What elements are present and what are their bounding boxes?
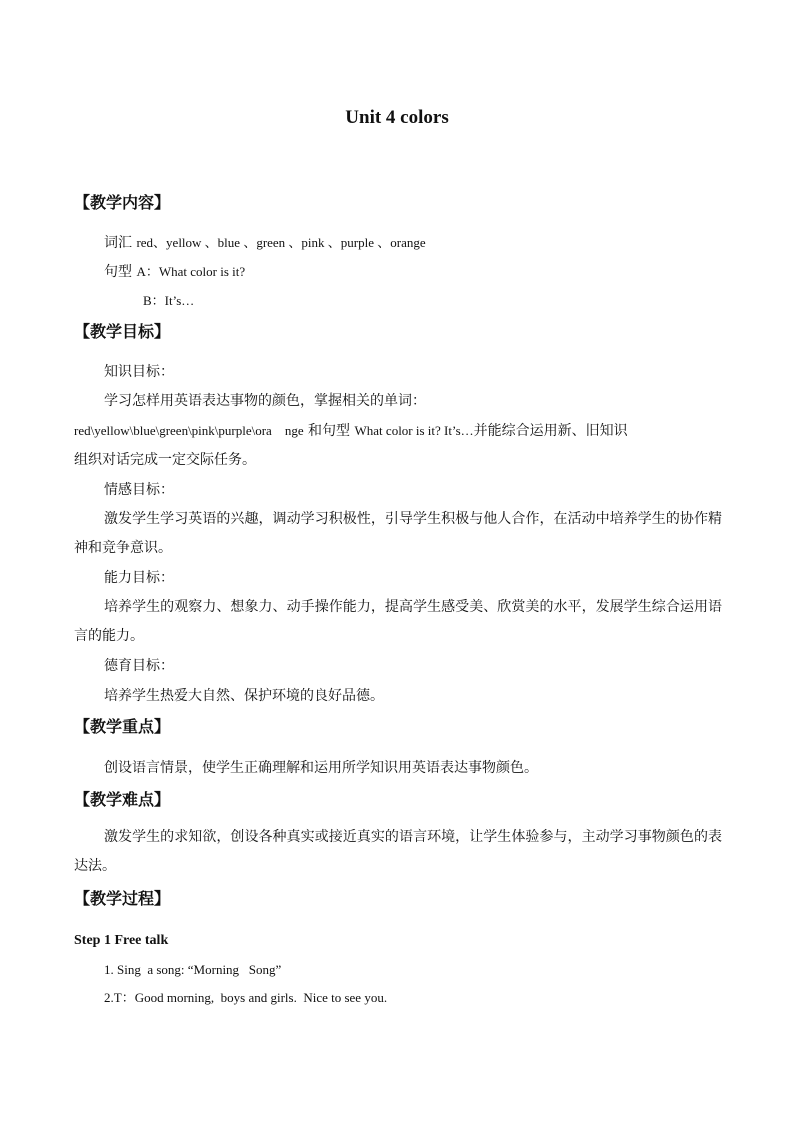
pattern-b: B：It’s… [143, 293, 195, 308]
knowledge-pattern: What color is it? It’s… [354, 423, 474, 438]
step1-item2: 2.T：Good morning, boys and girls. Nice to see you. [104, 990, 388, 1005]
moral-text: 培养学生热爱大自然、保护环境的良好品德。 [104, 688, 384, 704]
pattern-a: A：What color is it? [136, 264, 246, 279]
emotion-label: 情感目标： [104, 482, 174, 498]
knowledge-connector: 和句型 [303, 423, 355, 439]
difficulties-text: 激发学生的求知欲，创设各种真实或接近真实的语言环境，让学生体验参与，主动学习事物颜色的表达法。 [74, 829, 722, 874]
ability-text: 培养学生的观察力、想象力、动手操作能力，提高学生感受美、欣赏美的水平，发展学生综合运用语言的能力。 [74, 599, 722, 644]
section-heading-key-points: 【教学重点】 [74, 717, 171, 736]
knowledge-words: red\yellow\blue\green\pink\purple\ora nge [74, 423, 304, 438]
knowledge-line1: 学习怎样用英语表达事物的颜色，掌握相关的单词： [104, 393, 426, 409]
ability-label: 能力目标： [104, 570, 174, 586]
moral-label: 德育目标： [104, 658, 174, 674]
pattern-label: 句型 [104, 264, 132, 280]
document-title: Unit 4 colors [345, 107, 449, 128]
pattern-line [104, 262, 245, 282]
step1-item1: 1. Sing a song: “Morning Song” [104, 962, 282, 977]
section-heading-process: 【教学过程】 [74, 889, 171, 908]
knowledge-line2 [74, 421, 628, 441]
section-heading-difficulties: 【教学难点】 [74, 790, 171, 809]
vocab-text: red、yellow 、blue 、green 、pink 、purple 、orange [136, 235, 426, 250]
knowledge-tail: 并能综合运用新、旧知识 [473, 423, 628, 439]
emotion-text: 激发学生学习英语的兴趣，调动学习积极性，引导学生积极与他人合作，在活动中培养学生的协作精神和竞争意识。 [74, 511, 722, 556]
vocab-line [104, 233, 426, 253]
vocab-label: 词汇 [104, 235, 132, 251]
section-heading-goals: 【教学目标】 [74, 322, 171, 341]
section-heading-content: 【教学内容】 [74, 193, 171, 212]
knowledge-label: 知识目标： [104, 364, 174, 380]
knowledge-line3: 组织对话完成一定交际任务。 [74, 452, 256, 468]
step1-title: Step 1 Free talk [74, 933, 169, 948]
key-points-text: 创设语言情景，使学生正确理解和运用所学知识用英语表达事物颜色。 [104, 760, 538, 776]
